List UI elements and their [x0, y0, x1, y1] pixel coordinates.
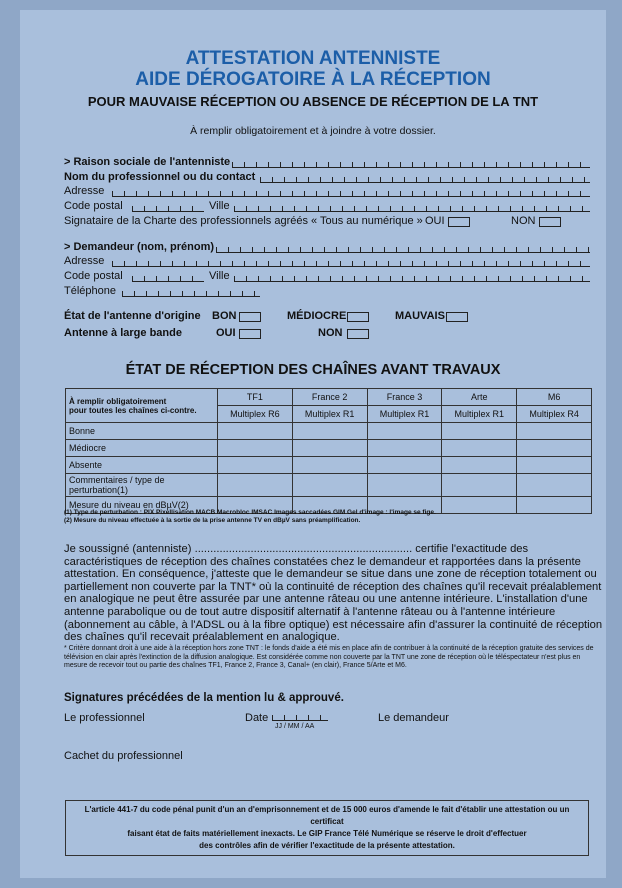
table-header-row: [66, 389, 592, 406]
table-cell[interactable]: [517, 457, 592, 474]
table-cell[interactable]: [442, 457, 517, 474]
table-cell[interactable]: [442, 423, 517, 440]
large-bande-non-checkbox[interactable]: [347, 329, 369, 339]
multiplex-header: Multiplex R1: [367, 406, 442, 423]
large-bande-label: Antenne à large bande: [64, 327, 182, 339]
signataire-label: Signataire de la Charte des professionnels agréés « Tous au numérique »: [64, 215, 423, 227]
table-cell[interactable]: [292, 457, 367, 474]
table-cell[interactable]: [218, 457, 293, 474]
signature-date-label: Date: [245, 712, 269, 724]
large-bande-oui-label: OUI: [216, 327, 236, 339]
etat-mauvais-label: MAUVAIS: [395, 310, 445, 322]
etat-mediocre-label: MÉDIOCRE: [287, 310, 347, 322]
table-corner-cell: [66, 389, 218, 423]
demandeur-nom-label: > Demandeur (nom, prénom): [64, 241, 215, 253]
table-cell[interactable]: [517, 497, 592, 514]
table-corner-line1: À remplir obligatoirement: [69, 396, 167, 406]
table-note-1: (1) Type de perturbation : PIX Pixellisation MACB Macrobloc IMSAC Images saccadées GIM Gel d'image : l'image se fige.: [64, 509, 436, 516]
legal-notice: [65, 800, 589, 856]
table-cell[interactable]: [292, 423, 367, 440]
antenniste-code-postal-field[interactable]: [132, 204, 204, 212]
row-label-mesure: Mesure du niveau en dBµV(2): [66, 497, 218, 514]
channel-header: France 2: [292, 389, 367, 406]
table-cell[interactable]: [292, 474, 367, 497]
demandeur-adresse-field[interactable]: [112, 259, 590, 267]
signature-demandeur-label: Le demandeur: [378, 712, 449, 724]
table-cell[interactable]: [517, 423, 592, 440]
declaration-footnote: * Critère donnant droit à une aide à la réception hors zone TNT : le fonds d'aide a été mis en place afin de contribuer à la continuité de la réception gratuite des services de télévision en clair après l'extinction de la diffusion analogique. Est considérée comme non couverte par la TNT une zone de réception où le téléspectateur n'est plus en mesure de recevoir tout ou partie des chaînes TF1, France 2, France 3, Canal+ (en clair), France 5/Arte et M6.: [64, 645, 594, 669]
large-bande-non-label: NON: [318, 327, 343, 339]
channel-header: M6: [517, 389, 592, 406]
form-instruction: À remplir obligatoirement et à joindre à votre dossier.: [190, 125, 436, 137]
antenniste-ville-label: Ville: [209, 200, 230, 212]
table-cell[interactable]: [442, 440, 517, 457]
multiplex-header: Multiplex R4: [517, 406, 592, 423]
demandeur-telephone-label: Téléphone: [64, 285, 116, 297]
signataire-oui-checkbox[interactable]: [448, 217, 470, 227]
signature-date-field[interactable]: [272, 713, 328, 721]
raison-sociale-field[interactable]: [232, 160, 590, 168]
antenniste-ville-field[interactable]: [234, 204, 590, 212]
multiplex-header: Multiplex R1: [442, 406, 517, 423]
signataire-non-checkbox[interactable]: [539, 217, 561, 227]
nom-contact-label: Nom du professionnel ou du contact: [64, 171, 256, 183]
nom-contact-field[interactable]: [260, 175, 590, 183]
signature-professionnel-label: Le professionnel: [64, 712, 145, 724]
channel-header: Arte: [442, 389, 517, 406]
signature-date-format: JJ / MM / AA: [275, 723, 315, 730]
row-label-mediocre: Médiocre: [66, 440, 218, 457]
legal-notice-line3: des contrôles afin de vérifier l'exactitude de la présente attestation.: [199, 841, 455, 850]
signataire-oui-label: OUI: [425, 215, 445, 227]
legal-notice-line1: L'article 441-7 du code pénal punit d'un an d'emprisonnement et de 15 000 euros d'amende le fait d'établir une attestation ou un certificat: [84, 805, 570, 826]
multiplex-header: Multiplex R1: [292, 406, 367, 423]
form-page: [20, 10, 606, 878]
table-cell[interactable]: [517, 474, 592, 497]
demandeur-code-postal-label: Code postal: [64, 270, 123, 282]
demandeur-nom-field[interactable]: [216, 245, 590, 253]
table-cell[interactable]: [442, 497, 517, 514]
table-cell[interactable]: [218, 423, 293, 440]
table-cell[interactable]: [218, 440, 293, 457]
table-cell[interactable]: [517, 440, 592, 457]
table-row: [66, 474, 592, 497]
raison-sociale-label: > Raison sociale de l'antenniste: [64, 156, 231, 168]
table-cell[interactable]: [367, 474, 442, 497]
cachet-label: Cachet du professionnel: [64, 750, 183, 762]
table-cell[interactable]: [442, 474, 517, 497]
table-cell[interactable]: [218, 474, 293, 497]
channel-header: France 3: [367, 389, 442, 406]
demandeur-ville-label: Ville: [209, 270, 230, 282]
table-corner-line2: pour toutes les chaînes ci-contre.: [69, 405, 197, 415]
large-bande-oui-checkbox[interactable]: [239, 329, 261, 339]
etat-antenne-label: État de l'antenne d'origine: [64, 310, 201, 322]
row-label-bonne: Bonne: [66, 423, 218, 440]
signataire-non-label: NON: [511, 215, 536, 227]
etat-mauvais-checkbox[interactable]: [446, 312, 468, 322]
table-row: [66, 440, 592, 457]
table-cell[interactable]: [367, 423, 442, 440]
table-note-2: (2) Mesure du niveau effectuée à la sortie de la prise antenne TV en dBµV sans préamplification.: [64, 517, 361, 524]
multiplex-header: Multiplex R6: [218, 406, 293, 423]
table-cell[interactable]: [292, 440, 367, 457]
form-title-line2: AIDE DÉROGATOIRE À LA RÉCEPTION: [135, 69, 491, 90]
table-cell[interactable]: [367, 457, 442, 474]
table-row: [66, 457, 592, 474]
demandeur-code-postal-field[interactable]: [132, 274, 204, 282]
table-title: ÉTAT DE RÉCEPTION DES CHAÎNES AVANT TRAVAUX: [125, 362, 501, 378]
form-subtitle: POUR MAUVAISE RÉCEPTION OU ABSENCE DE RÉCEPTION DE LA TNT: [87, 94, 539, 109]
channel-header: TF1: [218, 389, 293, 406]
etat-bon-label: BON: [212, 310, 237, 322]
row-label-absente: Absente: [66, 457, 218, 474]
demandeur-ville-field[interactable]: [234, 274, 590, 282]
etat-mediocre-checkbox[interactable]: [347, 312, 369, 322]
table-cell[interactable]: [367, 440, 442, 457]
reception-table: [65, 388, 592, 514]
form-title-line1: ATTESTATION ANTENNISTE: [185, 48, 441, 69]
antenniste-adresse-label: Adresse: [64, 185, 105, 197]
declaration-text: Je soussigné (antenniste) ...................................................................... certifie l'exactitude des caractéristiques de réception des chaînes constatées chez le demandeur et rapportées dans la présente attestation. En conséquence, j'atteste que le demandeur se situe dans une zone de réception totalement ou partiellement non couverte par la TNT* où la continuité de réception des chaînes qu'il recevait préalablement en analogique ne peut être assurée par une antenne râteau ou une antenne intérieure. L'installation d'une antenne parabolique ou de tout autre dispositif alternatif à l'antenne râteau ou à l'antenne intérieure (abonnement au câble, à l'ADSL ou à la fibre optique) est nécessaire afin d'assurer la continuité de réception des chaînes qu'il recevait préalablement en analogique.: [64, 543, 603, 644]
signatures-heading: Signatures précédées de la mention lu & approuvé.: [64, 692, 344, 704]
etat-bon-checkbox[interactable]: [239, 312, 261, 322]
legal-notice-line2: faisant état de faits matériellement inexacts. Le GIP France Télé Numérique se réserve le droit d'effectuer: [127, 829, 527, 838]
antenniste-code-postal-label: Code postal: [64, 200, 123, 212]
table-row: [66, 423, 592, 440]
antenniste-adresse-field[interactable]: [112, 189, 590, 197]
row-label-commentaires: Commentaires / type de perturbation(1): [66, 474, 218, 497]
demandeur-telephone-field[interactable]: [122, 289, 260, 297]
demandeur-adresse-label: Adresse: [64, 255, 105, 267]
